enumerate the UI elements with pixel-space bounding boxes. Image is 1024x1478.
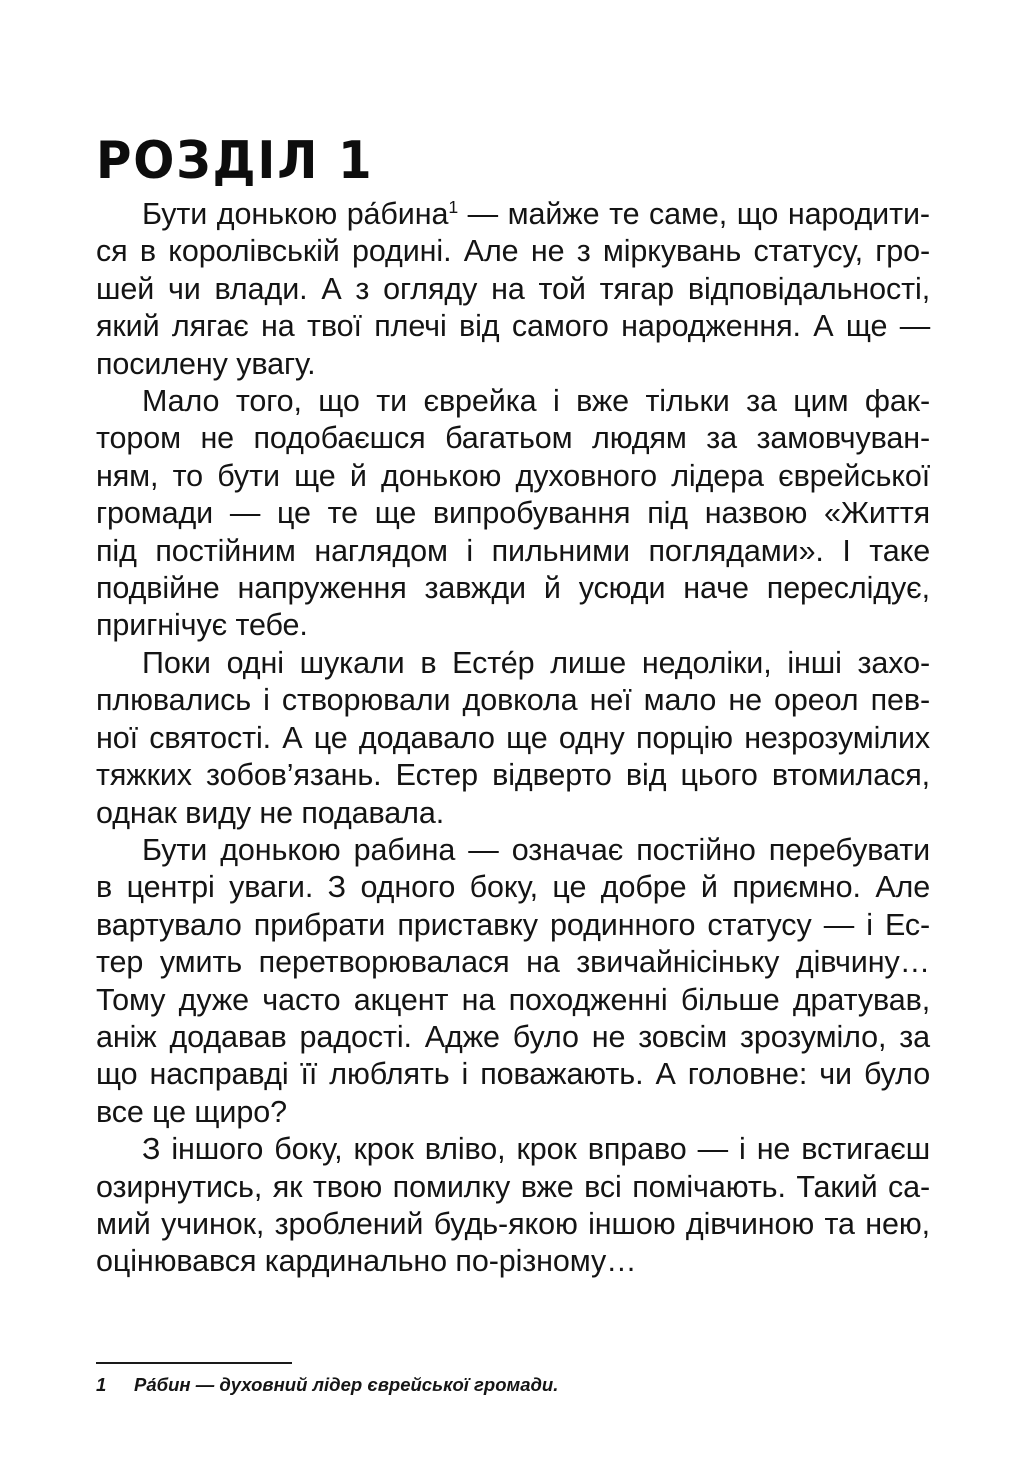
word: того, xyxy=(235,384,302,419)
word: неї xyxy=(589,683,632,718)
word: незрозумілих xyxy=(744,720,931,755)
word: те xyxy=(609,197,640,231)
word: умить xyxy=(159,945,243,980)
footnote-reference[interactable]: 1 xyxy=(448,196,459,217)
word: гро- xyxy=(875,234,931,269)
word: й xyxy=(700,870,718,905)
word: було xyxy=(512,1019,579,1054)
word: постійним xyxy=(155,533,296,568)
text-line xyxy=(96,271,930,308)
word: радості. xyxy=(299,1019,412,1054)
word: було xyxy=(863,1057,931,1092)
word: твої xyxy=(306,309,362,344)
word: головне: xyxy=(687,1057,808,1092)
word: рабина xyxy=(353,832,456,867)
word: пригнічує xyxy=(96,608,228,643)
text-line xyxy=(96,495,930,532)
word: Тому xyxy=(96,982,166,1017)
word: мий xyxy=(96,1206,151,1241)
word: А xyxy=(321,271,342,306)
word: Естер xyxy=(395,758,478,793)
word: донькою xyxy=(381,458,502,493)
word: під xyxy=(96,533,137,568)
word: ти xyxy=(376,384,408,419)
word: ся xyxy=(96,234,128,269)
word: тором xyxy=(96,421,181,456)
word: це xyxy=(552,870,587,905)
word: духовного xyxy=(515,458,657,493)
word: З xyxy=(327,870,346,905)
word: з xyxy=(355,271,370,306)
word: Ес- xyxy=(884,907,931,942)
word: єврейка xyxy=(423,384,537,419)
word: статусу xyxy=(707,907,812,942)
word: Есте́р xyxy=(452,645,535,680)
word: помічають. xyxy=(632,1169,786,1204)
word: випробування xyxy=(432,496,631,531)
text-line xyxy=(96,1056,930,1093)
word: за xyxy=(706,421,737,456)
word: те xyxy=(327,496,358,531)
word: вже xyxy=(520,1169,574,1204)
text-line xyxy=(96,420,930,457)
word: нею, xyxy=(865,1206,931,1241)
word: шукали xyxy=(299,645,405,680)
word: А xyxy=(813,309,834,344)
body-text xyxy=(96,196,930,1281)
text-line xyxy=(96,757,930,794)
word: переслідує, xyxy=(766,571,930,606)
word: поважають. xyxy=(480,1057,644,1092)
text-line xyxy=(96,346,930,383)
word: Але xyxy=(875,870,931,905)
text-line xyxy=(96,1243,930,1280)
word: добре xyxy=(600,870,687,905)
word: однак xyxy=(96,795,177,830)
word: помилку xyxy=(392,1169,511,1204)
paragraph xyxy=(96,645,930,832)
word: таке xyxy=(869,533,931,568)
word: дратував, xyxy=(792,982,931,1017)
word: вліво, xyxy=(424,1132,506,1167)
word: родинного xyxy=(550,907,696,942)
word: зроблений xyxy=(274,1206,424,1241)
text-line xyxy=(96,1169,930,1206)
word: ра́бина$^1$ xyxy=(346,196,459,231)
word: від xyxy=(625,758,667,793)
word: приємно. xyxy=(732,870,861,905)
word: мало xyxy=(643,683,717,718)
word: багатьом xyxy=(445,421,573,456)
word: в xyxy=(96,870,113,905)
word: що xyxy=(318,384,360,419)
word: — xyxy=(468,832,499,867)
word: це xyxy=(313,720,348,755)
word: який xyxy=(96,309,160,344)
word: вже xyxy=(576,384,629,419)
word: дуже xyxy=(178,982,250,1017)
word: людям xyxy=(592,421,687,456)
word: і xyxy=(739,1132,746,1167)
word: уваги. xyxy=(229,870,314,905)
word: і xyxy=(552,384,560,419)
text-line xyxy=(96,832,930,869)
word: означає xyxy=(511,832,624,867)
word: і xyxy=(461,1057,469,1092)
word: увагу. xyxy=(236,346,316,381)
word: плечі xyxy=(374,309,447,344)
word: Адже xyxy=(424,1019,500,1054)
word: зрозуміло, xyxy=(739,1019,887,1054)
word: Бути xyxy=(142,832,208,867)
word: кардинально xyxy=(264,1244,448,1279)
word: народити- xyxy=(787,197,930,231)
word: й xyxy=(543,571,561,606)
word: на xyxy=(461,982,496,1017)
word: одного xyxy=(360,870,456,905)
word: встигаєш xyxy=(801,1132,931,1167)
text-line xyxy=(96,1094,930,1131)
word: наче xyxy=(683,571,749,606)
word: її xyxy=(300,1057,318,1092)
word: пильними xyxy=(491,533,630,568)
word: відверто xyxy=(492,758,612,793)
word: саме, xyxy=(649,197,728,231)
word: додавало xyxy=(358,720,495,755)
word: — xyxy=(467,197,499,231)
text-line xyxy=(96,607,930,644)
word: боку, xyxy=(274,1132,343,1167)
word: створювали xyxy=(281,683,451,718)
text-line xyxy=(96,682,930,719)
word: донькою xyxy=(216,197,338,231)
text-line xyxy=(96,795,930,832)
word: І xyxy=(842,533,851,568)
word: порцію xyxy=(635,720,733,755)
word: родині. xyxy=(351,234,452,269)
word: цим xyxy=(793,384,849,419)
word: тільки xyxy=(645,384,730,419)
word: — xyxy=(697,1132,728,1167)
text-line xyxy=(96,1131,930,1168)
word: пев- xyxy=(870,683,931,718)
text-line xyxy=(96,907,930,944)
word: довкола xyxy=(462,683,578,718)
word: що xyxy=(736,197,779,231)
word: відповідальності, xyxy=(687,271,931,306)
word: той xyxy=(538,271,586,306)
word: святості. xyxy=(149,720,272,755)
text-line xyxy=(96,1019,930,1056)
word: та xyxy=(824,1206,855,1241)
word: напруження xyxy=(237,571,407,606)
word: Але xyxy=(463,234,519,269)
word: і xyxy=(866,907,873,942)
text-line xyxy=(96,196,930,233)
word: захо- xyxy=(857,645,931,680)
word: твою xyxy=(312,1169,383,1204)
word: подавала. xyxy=(301,795,445,830)
word: замовчуван- xyxy=(756,421,931,456)
word: за xyxy=(746,384,777,419)
word: майже xyxy=(507,197,600,231)
word: самого xyxy=(511,309,609,344)
word: плювались xyxy=(96,683,252,718)
text-line xyxy=(96,308,930,345)
word: одну xyxy=(558,720,625,755)
word: тягар xyxy=(599,271,675,306)
word: приставку xyxy=(397,907,538,942)
word: крок xyxy=(353,1132,414,1167)
word: Мало xyxy=(142,384,220,419)
page-title: РОЗДІЛ 1 xyxy=(96,130,374,191)
word: іншою xyxy=(588,1206,676,1241)
word: виду xyxy=(185,795,252,830)
word: будь-якою xyxy=(433,1206,578,1241)
word: тебе. xyxy=(235,608,308,643)
text-line xyxy=(96,645,930,682)
word: прибрати xyxy=(253,907,386,942)
word: на xyxy=(491,271,525,306)
word: донькою xyxy=(220,832,341,867)
word: ще xyxy=(845,309,888,344)
word: статусу, xyxy=(753,234,863,269)
word: і xyxy=(466,533,474,568)
word: по-різному… xyxy=(455,1244,637,1279)
word: посилену xyxy=(96,346,228,381)
word: бути xyxy=(217,458,280,493)
word: втомилася, xyxy=(771,758,931,793)
word: ще xyxy=(374,496,417,531)
footnote-text: Ра́бин — духовний лідер єврейської громади. xyxy=(134,1374,559,1395)
text-line xyxy=(96,383,930,420)
word: не xyxy=(530,234,565,269)
text-line xyxy=(96,869,930,906)
word: центрі xyxy=(126,870,215,905)
word: — xyxy=(823,907,855,942)
word: А xyxy=(655,1057,676,1092)
word: огляду xyxy=(383,271,478,306)
word: це xyxy=(276,496,311,531)
word: ореол xyxy=(774,683,859,718)
word: лідера xyxy=(671,458,764,493)
paragraph xyxy=(96,832,930,1131)
word: люблять xyxy=(329,1057,450,1092)
word: подвійне xyxy=(96,571,220,606)
word: наглядом xyxy=(314,533,448,568)
word: не xyxy=(756,1132,791,1167)
word: фак- xyxy=(864,384,931,419)
text-line xyxy=(96,944,930,981)
word: — xyxy=(899,309,931,344)
word: королівській xyxy=(168,234,340,269)
word: одні xyxy=(226,645,284,680)
word: учинок, xyxy=(161,1206,265,1241)
word: зовсім xyxy=(638,1019,728,1054)
word: єврейської xyxy=(778,458,931,493)
word: народження. xyxy=(621,309,801,344)
word: з xyxy=(576,234,591,269)
word: боку, xyxy=(469,870,538,905)
word: насправді xyxy=(149,1057,289,1092)
word: не xyxy=(728,683,762,718)
word: назвою xyxy=(704,496,808,531)
word: в xyxy=(139,234,156,269)
word: більше xyxy=(680,982,780,1017)
word: вартувало xyxy=(96,907,242,942)
word: додавав xyxy=(169,1019,287,1054)
word: ної xyxy=(96,720,138,755)
word: крок xyxy=(516,1132,577,1167)
word: під xyxy=(647,496,688,531)
word: чи xyxy=(819,1057,852,1092)
text-line xyxy=(96,533,930,570)
word: громади xyxy=(96,496,214,531)
word: лише xyxy=(550,645,627,680)
word: що xyxy=(96,1057,138,1092)
word: в xyxy=(420,645,437,680)
word: на xyxy=(261,309,295,344)
word: щиро? xyxy=(194,1094,287,1129)
word: З xyxy=(142,1132,161,1167)
text-line xyxy=(96,982,930,1019)
text-line xyxy=(96,233,930,270)
word: на xyxy=(526,945,560,980)
word: постійно xyxy=(636,832,756,867)
word: за xyxy=(899,1019,931,1054)
word: і xyxy=(263,683,270,718)
word: дівчину… xyxy=(795,945,931,980)
word: Поки xyxy=(142,645,211,680)
word: тяжких xyxy=(96,758,192,793)
paragraph xyxy=(96,196,930,383)
word: цього xyxy=(680,758,758,793)
word: від xyxy=(458,309,500,344)
text-line xyxy=(96,458,930,495)
word: дівчиною xyxy=(685,1206,815,1241)
word: не xyxy=(200,421,235,456)
paragraph xyxy=(96,1131,930,1281)
word: походженні xyxy=(508,982,668,1017)
word: всі xyxy=(584,1169,622,1204)
word: не xyxy=(591,1019,626,1054)
word: зобов’язань. xyxy=(206,758,382,793)
word: недоліки, xyxy=(641,645,772,680)
text-line xyxy=(96,1206,930,1243)
word: ще xyxy=(506,720,548,755)
word: оцінювався xyxy=(96,1244,257,1279)
word: шей xyxy=(96,271,155,306)
word: Бути xyxy=(142,197,208,231)
word: то xyxy=(172,458,204,493)
word: звичайнісіньку xyxy=(576,945,780,980)
word: завжди xyxy=(424,571,526,606)
word: поглядами». xyxy=(648,533,824,568)
word: ням, xyxy=(96,458,159,493)
word: «Життя xyxy=(823,496,931,531)
word: перебувати xyxy=(768,832,931,867)
word: все xyxy=(96,1094,144,1129)
word: усюди xyxy=(578,571,666,606)
word: це xyxy=(152,1094,187,1129)
word: акцент xyxy=(353,982,449,1017)
word: часто xyxy=(262,982,341,1017)
paragraph xyxy=(96,383,930,645)
footnote xyxy=(96,1373,930,1397)
word: тер xyxy=(96,945,144,980)
footnote-area xyxy=(96,1362,930,1397)
word: чи xyxy=(167,271,201,306)
word: А xyxy=(282,720,303,755)
text-line xyxy=(96,570,930,607)
footnote-number: 1 xyxy=(96,1374,107,1395)
word: інші xyxy=(787,645,842,680)
word: перетворювалася xyxy=(258,945,510,980)
word: міркувань xyxy=(602,234,742,269)
word: ще xyxy=(294,458,336,493)
word: лягає xyxy=(171,309,249,344)
word: Такий xyxy=(796,1169,878,1204)
word: не xyxy=(259,795,293,830)
word: як xyxy=(272,1169,303,1204)
word: й xyxy=(349,458,367,493)
footnote-separator-rule xyxy=(96,1362,292,1364)
text-line xyxy=(96,720,930,757)
word: влади. xyxy=(214,271,308,306)
word: подобаєшся xyxy=(253,421,426,456)
word: аніж xyxy=(96,1019,157,1054)
word: іншого xyxy=(171,1132,264,1167)
word: вправо xyxy=(587,1132,687,1167)
word: са- xyxy=(888,1169,931,1204)
word: — xyxy=(229,496,261,531)
word: озирнутись, xyxy=(96,1169,263,1204)
